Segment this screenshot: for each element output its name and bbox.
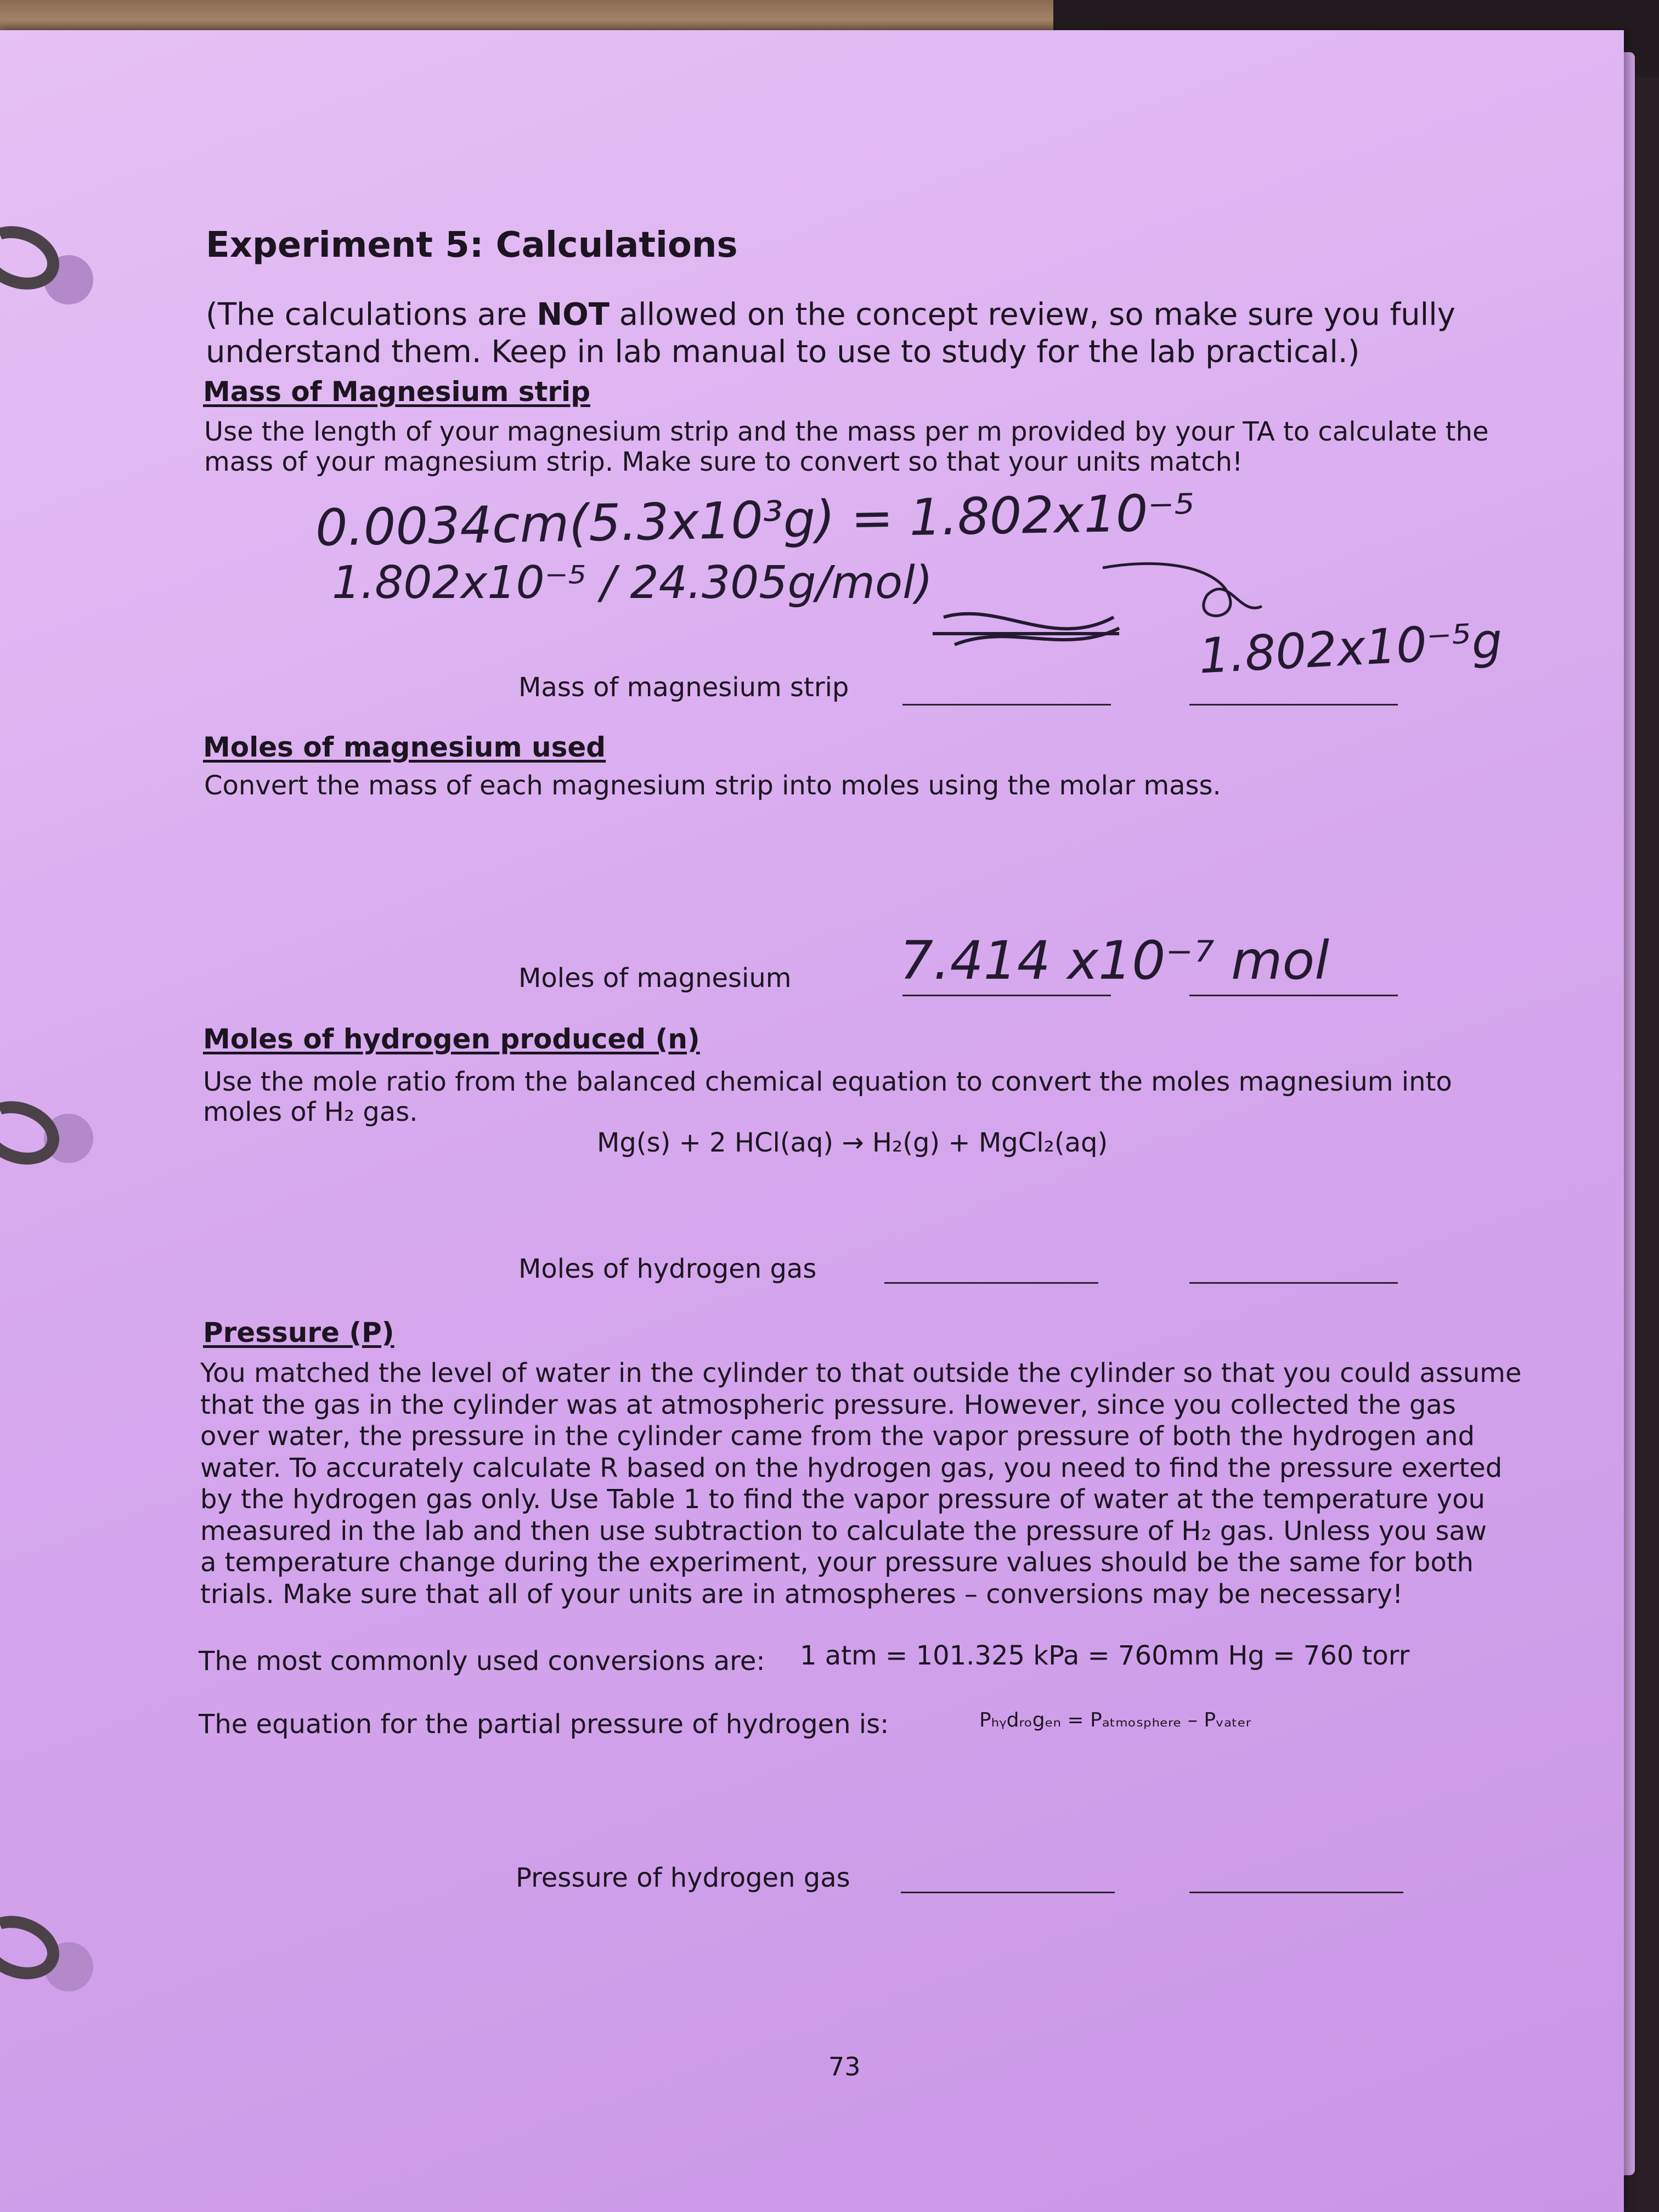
section-heading-moles-mg: Moles of magnesium used bbox=[203, 731, 606, 763]
moles-h2-label: Moles of hydrogen gas bbox=[518, 1254, 817, 1284]
body-line: Use the mole ratio from the balanced chemical equation to convert the moles magnesium into bbox=[203, 1066, 1452, 1097]
mass-blank-trial-1 bbox=[902, 704, 1111, 706]
worksheet-page bbox=[0, 30, 1624, 2212]
section-heading-moles-h2: Moles of hydrogen produced (n) bbox=[203, 1023, 700, 1055]
mass-blank-trial-2 bbox=[1189, 704, 1398, 706]
section-heading-pressure: Pressure (P) bbox=[203, 1317, 394, 1348]
intro-text: allowed on the concept review, so make sure you fully bbox=[609, 297, 1455, 332]
body-line: mass of your magnesium strip. Make sure to convert so that your units match! bbox=[204, 447, 1243, 477]
body-line: moles of H₂ gas. bbox=[203, 1097, 418, 1127]
moles-blank-trial-1 bbox=[902, 995, 1111, 996]
intro-text: understand them. Keep in lab manual to use to study for the lab practical.) bbox=[206, 334, 1360, 370]
h2-blank-trial-2 bbox=[1189, 1282, 1398, 1284]
moles-mg-label: Moles of magnesium bbox=[518, 963, 792, 994]
body-line: Use the length of your magnesium strip and the mass per m provided by your TA to calculate the bbox=[204, 416, 1489, 447]
body-line: by the hydrogen gas only. Use Table 1 to find the vapor pressure of water at the temperature you bbox=[200, 1484, 1485, 1515]
binder-ring-icon bbox=[0, 1091, 68, 1176]
balanced-equation: Mg(s) + 2 HCl(aq) → H₂(g) + MgCl₂(aq) bbox=[597, 1127, 1108, 1158]
body-line: water. To accurately calculate R based on the hydrogen gas, you need to find the pressure exerted bbox=[200, 1452, 1503, 1483]
intro-text: (The calculations are bbox=[206, 297, 537, 332]
body-line: trials. Make sure that all of your units are in atmospheres – conversions may be necessary! bbox=[200, 1578, 1403, 1610]
pressure-h2-label: Pressure of hydrogen gas bbox=[516, 1863, 850, 1893]
intro-note bbox=[206, 296, 1455, 371]
body-line: that the gas in the cylinder was at atmospheric pressure. However, since you collected the gas bbox=[200, 1389, 1456, 1420]
body-line: a temperature change during the experiment, your pressure values should be the same for both bbox=[200, 1547, 1474, 1578]
pressure-blank-trial-2 bbox=[1189, 1892, 1403, 1893]
conversions-label: The most commonly used conversions are: bbox=[199, 1646, 765, 1677]
partial-pressure-equation: Pₕᵧdᵣₒgₑₙ = Pₐₜₘₒₛₚₕₑᵣₑ – Pᵥₐₜₑᵣ bbox=[979, 1709, 1251, 1731]
section-body bbox=[204, 417, 1489, 477]
section-body: Convert the mass of each magnesium strip into moles using the molar mass. bbox=[204, 770, 1221, 801]
handwritten-calculation: 0.0034cm(5.3x10³g) = 1.802x10⁻⁵ bbox=[315, 483, 1195, 557]
table-surface bbox=[0, 0, 1053, 33]
pressure-blank-trial-1 bbox=[901, 1892, 1115, 1893]
moles-blank-trial-2 bbox=[1189, 995, 1398, 996]
body-line: You matched the level of water in the cylinder to that outside the cylinder so that you could assume bbox=[200, 1358, 1522, 1389]
section-heading-mass: Mass of Magnesium strip bbox=[203, 376, 590, 408]
conversions-value: 1 atm = 101.325 kPa = 760mm Hg = 760 torr bbox=[800, 1640, 1410, 1671]
mass-label: Mass of magnesium strip bbox=[518, 672, 849, 703]
page-number: 73 bbox=[828, 2052, 861, 2081]
partial-pressure-label: The equation for the partial pressure of hydrogen is: bbox=[199, 1709, 889, 1740]
handwritten-moles-answer: 7.414 x10⁻⁷ mol bbox=[900, 930, 1329, 991]
handwritten-calculation: 1.802x10⁻⁵ / 24.305g/mol) bbox=[332, 557, 933, 609]
h2-blank-trial-1 bbox=[884, 1282, 1098, 1284]
body-line: over water, the pressure in the cylinder came from the vapor pressure of both the hydrogen and bbox=[200, 1421, 1475, 1452]
section-body bbox=[203, 1067, 1452, 1127]
page-title: Experiment 5: Calculations bbox=[206, 225, 738, 266]
body-line: measured in the lab and then use subtraction to calculate the pressure of H₂ gas. Unless you saw bbox=[200, 1515, 1487, 1547]
section-body bbox=[200, 1358, 1521, 1610]
handwritten-mass-answer: 1.802x10⁻⁵g bbox=[1197, 612, 1504, 685]
intro-emphasis: NOT bbox=[537, 297, 610, 332]
